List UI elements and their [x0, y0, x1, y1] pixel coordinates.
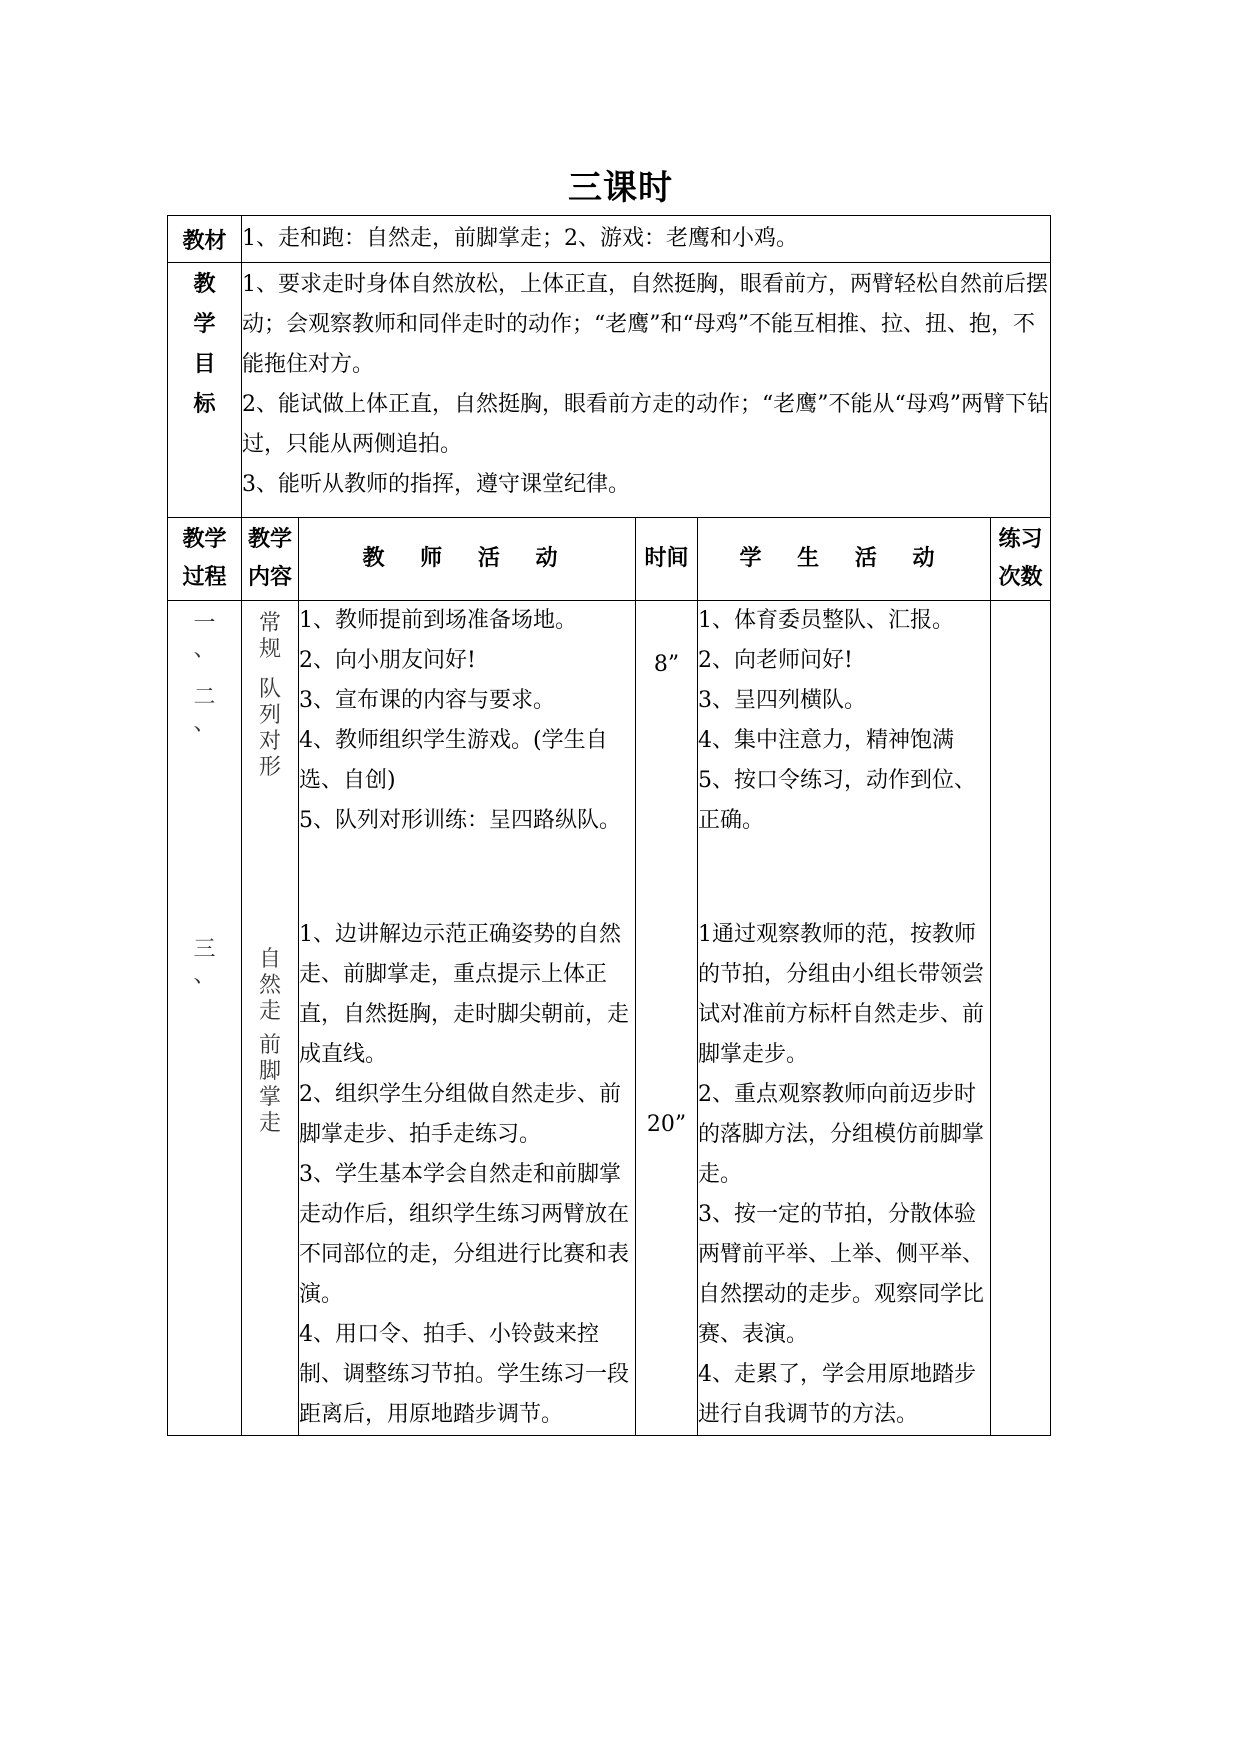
- section-2-time: 20”: [646, 1112, 687, 1137]
- header-reps: 练习 次数: [998, 527, 1043, 590]
- page-title: 三课时: [568, 168, 673, 208]
- header-row: [168, 518, 1051, 601]
- objective-1: 1、要求走时身体自然放松，上体正直，自然挺胸，眼看前方，两臂轻松自然前后摆动；会观察教师和同伴走时的动作；“老鹰”和“母鸡”不能互相推、拉、扭、抱，不能拖住对方。: [242, 272, 1048, 377]
- section-1-process: 一 、 二 、: [193, 611, 216, 736]
- material-text: 1、走和跑：自然走，前脚掌走；2、游戏：老鹰和小鸡。: [242, 226, 798, 251]
- lesson-plan-table: [167, 215, 1051, 1436]
- section-1-student: 1、体育委员整队、汇报。 2、向老师问好! 3、呈四列横队。 4、集中注意力，精神饱满 5、按口令练习，动作到位、正确。: [698, 608, 976, 833]
- reps-cell: [991, 601, 1051, 1436]
- header-teacher: 教 师 活 动: [362, 546, 572, 571]
- objective-3: 3、能听从教师的指挥，遵守课堂纪律。: [242, 472, 630, 497]
- header-time: 时间: [644, 546, 689, 571]
- material-label: 教材: [182, 228, 227, 254]
- header-content: 教学 内容: [247, 527, 292, 590]
- section-1-time: 8”: [653, 652, 680, 677]
- section-2-teacher: 1、边讲解边示范正确姿势的自然走、前脚掌走，重点提示上体正直，自然挺胸，走时脚尖朝前，走成直线。 2、组织学生分组做自然走步、前脚掌走步、拍手走练习。 3、学生基本学会自然走和前脚掌走动作后，组织学生练习两臂放在不同部位的走，分组进行比赛和表演。 4、用口令、拍手、小铃鼓来控制、调整练习节拍。学生练习一段距离后，用原地踏步调节。: [299, 922, 630, 1427]
- section-2-student: 1通过观察教师的范，按教师的节拍，分组由小组长带领尝试对准前方标杆自然走步、前脚掌走步。 2、重点观察教师向前迈步时的落脚方法，分组模仿前脚掌走。 3、按一定的节拍，分散体验两臂前平举、上举、侧平举、自然摆动的走步。观察同学比赛、表演。 4、走累了，学会用原地踏步进行自我调节的方法。: [698, 922, 985, 1427]
- header-student: 学 生 活 动: [739, 546, 949, 571]
- objectives-label: 教 学 目 标: [193, 272, 216, 417]
- objectives-row: [168, 263, 1051, 518]
- section-1-teacher: 1、教师提前到场准备场地。 2、向小朋友问好! 3、宣布课的内容与要求。 4、教师组织学生游戏。(学生自选、自创) 5、队列对形训练：呈四路纵队。: [299, 608, 621, 833]
- objective-2: 2、能试做上体正直，自然挺胸，眼看前方走的动作；“老鹰”不能从“母鸡”两臂下钻过，只能从两侧追拍。: [242, 392, 1049, 457]
- section-1-content: 常 规 队 列 对 形: [258, 611, 281, 780]
- material-row: [168, 216, 1051, 263]
- activities-row: [168, 601, 1051, 1436]
- header-process: 教学 过程: [182, 527, 227, 590]
- section-2-content: 自 然 走 前 脚 掌 走: [258, 947, 281, 1136]
- section-2-process: 三 、: [193, 937, 216, 988]
